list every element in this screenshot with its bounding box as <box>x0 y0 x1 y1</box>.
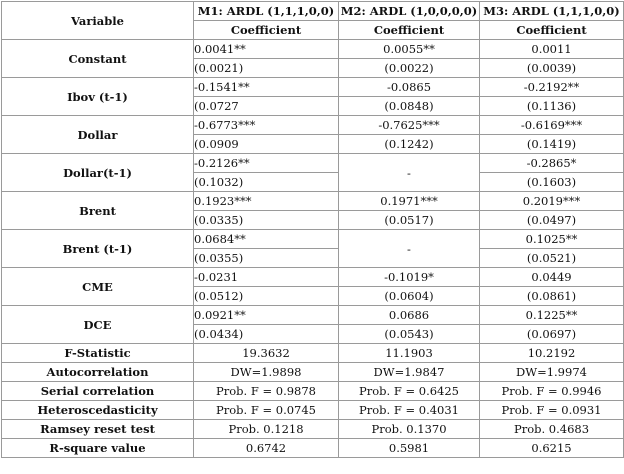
stat-cell: 10.2192 <box>480 344 624 363</box>
table-row <box>2 40 624 59</box>
table-row <box>2 268 624 287</box>
stat-cell: 0.5981 <box>339 439 480 458</box>
stat-row <box>2 344 624 363</box>
se-cell: (0.0021) <box>194 59 339 78</box>
se-cell: (0.1032) <box>194 173 339 192</box>
se-cell: (0.0512) <box>194 287 339 306</box>
se-cell: (0.0697) <box>480 325 624 344</box>
stat-row <box>2 363 624 382</box>
table-row <box>2 154 624 173</box>
se-cell: (0.0335) <box>194 211 339 230</box>
stat-row <box>2 439 624 458</box>
se-cell: (0.1419) <box>480 135 624 154</box>
header-model-1: M1: ARDL (1,1,1,0,0) <box>194 2 339 21</box>
se-cell: (0.0434) <box>194 325 339 344</box>
coef-cell: 0.1923*** <box>194 192 339 211</box>
stat-row <box>2 420 624 439</box>
se-cell: (0.0848) <box>339 97 480 116</box>
coef-cell: -0.6773*** <box>194 116 339 135</box>
coef-cell: -0.1541** <box>194 78 339 97</box>
header-coefficient-2: Coefficient <box>339 21 480 40</box>
stat-row <box>2 401 624 420</box>
coef-cell: -0.6169*** <box>480 116 624 135</box>
header-coefficient-3: Coefficient <box>480 21 624 40</box>
stat-cell: Prob. F = 0.9946 <box>480 382 624 401</box>
coef-cell: -0.2865* <box>480 154 624 173</box>
stat-cell: 19.3632 <box>194 344 339 363</box>
coef-cell: 0.0011 <box>480 40 624 59</box>
se-cell: (0.0497) <box>480 211 624 230</box>
row-label: Brent <box>2 192 194 230</box>
row-label: CME <box>2 268 194 306</box>
coef-cell: -0.2192** <box>480 78 624 97</box>
coef-cell: 0.0055** <box>339 40 480 59</box>
coef-cell: -0.1019* <box>339 268 480 287</box>
coef-cell: -0.0865 <box>339 78 480 97</box>
header-model-2: M2: ARDL (1,0,0,0,0) <box>339 2 480 21</box>
se-cell: (0.0909 <box>194 135 339 154</box>
coef-cell: -0.0231 <box>194 268 339 287</box>
stat-cell: Prob. F = 0.0745 <box>194 401 339 420</box>
row-label: Serial correlation <box>2 382 194 401</box>
regression-table-container <box>1 1 624 458</box>
row-label: R-square value <box>2 439 194 458</box>
stat-cell: 0.6742 <box>194 439 339 458</box>
coef-cell: 0.0921** <box>194 306 339 325</box>
row-label: Ibov (t-1) <box>2 78 194 116</box>
regression-results-table <box>1 1 624 458</box>
table-row <box>2 78 624 97</box>
row-label: F-Statistic <box>2 344 194 363</box>
row-label: DCE <box>2 306 194 344</box>
se-cell: (0.0543) <box>339 325 480 344</box>
stat-cell: Prob. F = 0.0931 <box>480 401 624 420</box>
coef-cell: 0.2019*** <box>480 192 624 211</box>
table-row <box>2 116 624 135</box>
row-label: Dollar <box>2 116 194 154</box>
se-cell: (0.0727 <box>194 97 339 116</box>
row-label: Autocorrelation <box>2 363 194 382</box>
coef-cell: - <box>339 230 480 268</box>
row-label: Constant <box>2 40 194 78</box>
coef-cell: 0.1025** <box>480 230 624 249</box>
se-cell: (0.0517) <box>339 211 480 230</box>
stat-cell: 0.6215 <box>480 439 624 458</box>
header-coefficient-1: Coefficient <box>194 21 339 40</box>
header-variable: Variable <box>2 2 194 40</box>
row-label: Dollar(t-1) <box>2 154 194 192</box>
stat-cell: 11.1903 <box>339 344 480 363</box>
se-cell: (0.0355) <box>194 249 339 268</box>
se-cell: (0.0039) <box>480 59 624 78</box>
se-cell: (0.0521) <box>480 249 624 268</box>
table-row <box>2 230 624 249</box>
se-cell: (0.1136) <box>480 97 624 116</box>
stat-cell: Prob. F = 0.9878 <box>194 382 339 401</box>
stat-cell: Prob. 0.1218 <box>194 420 339 439</box>
header-model-3: M3: ARDL (1,1,1,0,0) <box>480 2 624 21</box>
se-cell: (0.0861) <box>480 287 624 306</box>
coef-cell: - <box>339 154 480 192</box>
stat-cell: DW=1.9898 <box>194 363 339 382</box>
coef-cell: 0.0684** <box>194 230 339 249</box>
stat-cell: Prob. 0.1370 <box>339 420 480 439</box>
coef-cell: 0.0686 <box>339 306 480 325</box>
se-cell: (0.1603) <box>480 173 624 192</box>
coef-cell: -0.2126** <box>194 154 339 173</box>
stat-row <box>2 382 624 401</box>
coef-cell: 0.1971*** <box>339 192 480 211</box>
header-row-models <box>2 2 624 21</box>
stat-cell: Prob. F = 0.6425 <box>339 382 480 401</box>
coef-cell: 0.0041** <box>194 40 339 59</box>
table-row <box>2 192 624 211</box>
row-label: Heteroscedasticity <box>2 401 194 420</box>
coef-cell: 0.1225** <box>480 306 624 325</box>
coef-cell: 0.0449 <box>480 268 624 287</box>
row-label: Ramsey reset test <box>2 420 194 439</box>
stat-cell: DW=1.9974 <box>480 363 624 382</box>
se-cell: (0.0604) <box>339 287 480 306</box>
row-label: Brent (t-1) <box>2 230 194 268</box>
table-row <box>2 306 624 325</box>
coef-cell: -0.7625*** <box>339 116 480 135</box>
stat-cell: Prob. F = 0.4031 <box>339 401 480 420</box>
stat-cell: Prob. 0.4683 <box>480 420 624 439</box>
se-cell: (0.1242) <box>339 135 480 154</box>
stat-cell: DW=1.9847 <box>339 363 480 382</box>
se-cell: (0.0022) <box>339 59 480 78</box>
